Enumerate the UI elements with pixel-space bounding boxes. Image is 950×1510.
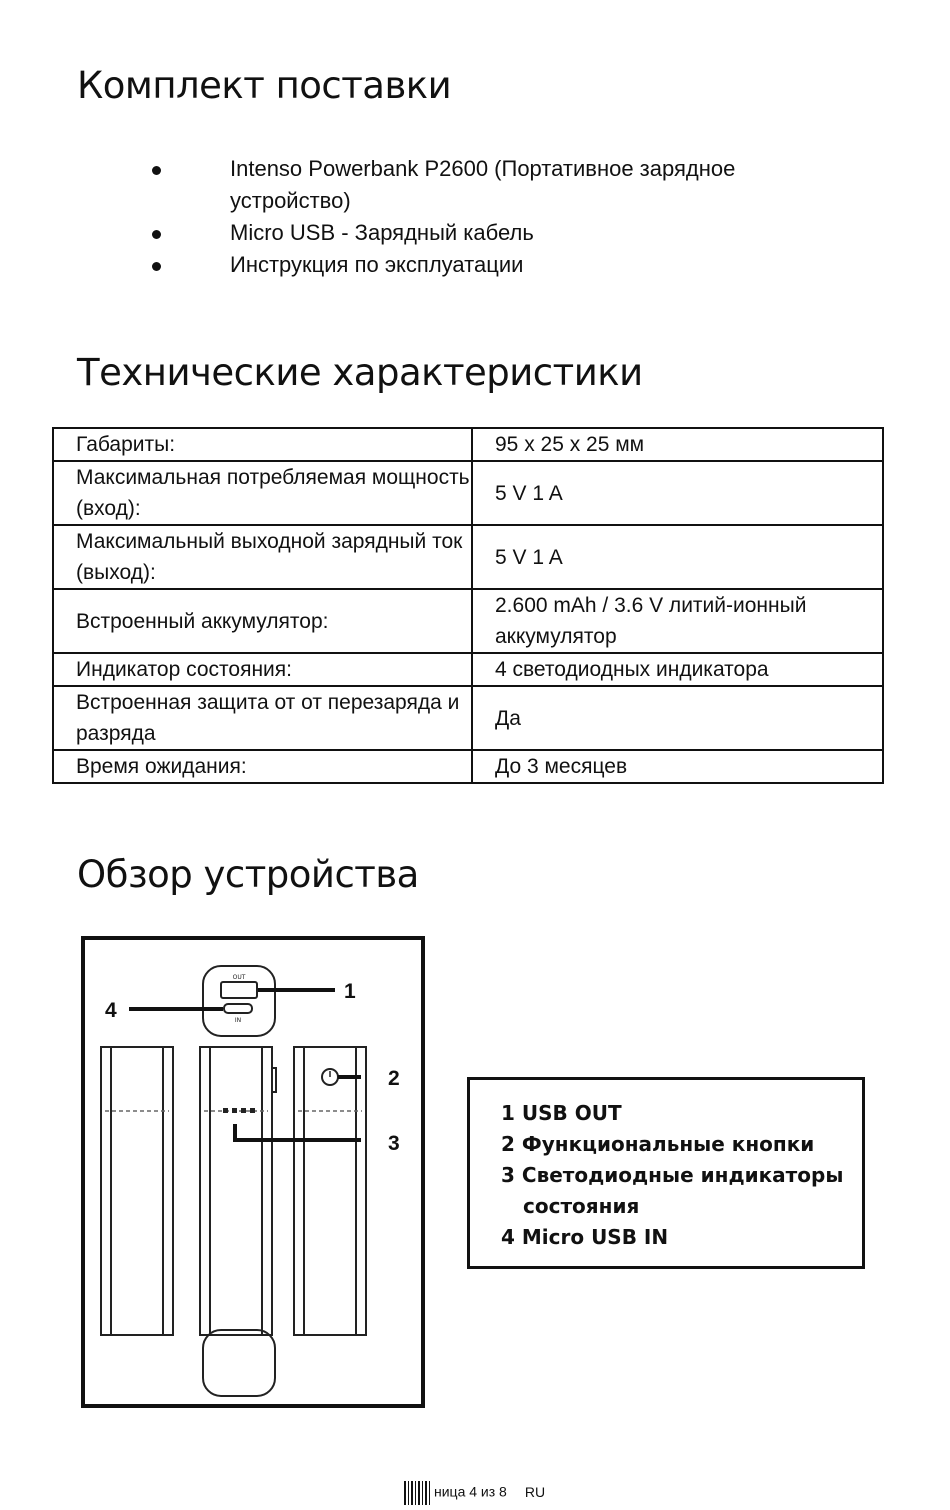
- device-bottom-view: [203, 1330, 275, 1396]
- spec-value: До 3 месяцев: [472, 750, 883, 783]
- section-title-package: Комплект поставки: [77, 64, 452, 107]
- spec-value: 5 V 1 A: [472, 525, 883, 589]
- spec-value: 5 V 1 A: [472, 461, 883, 525]
- spec-key: Максимальная потребляемая мощность (вход):: [53, 461, 472, 525]
- bullet-icon: [152, 166, 161, 175]
- spec-value: 95 x 25 x 25 мм: [472, 428, 883, 461]
- port-in-label: IN: [234, 1017, 242, 1024]
- legend-item: 1 USB OUT: [501, 1101, 622, 1125]
- spec-value: Да: [472, 686, 883, 750]
- device-diagram-drawing: [85, 940, 421, 1404]
- callout-line-3: [235, 1124, 361, 1140]
- section-title-specs: Технические характеристики: [77, 351, 643, 394]
- port-out-label: OUT: [232, 974, 246, 981]
- usb-out-port-icon: [221, 982, 257, 998]
- bullet-icon: [152, 230, 161, 239]
- language-code: RU: [524, 1483, 546, 1500]
- legend-item: 3 Светодиодные индикаторы: [501, 1163, 844, 1187]
- list-item: Intenso Powerbank P2600 (Портативное зарядное устройство): [150, 153, 790, 217]
- callout-number-1: 1: [344, 980, 356, 1003]
- bullet-icon: [152, 262, 161, 271]
- list-item: Инструкция по эксплуатации: [150, 249, 790, 281]
- table-row: [53, 461, 883, 525]
- package-list: [150, 153, 790, 281]
- barcode-icon: [404, 1481, 432, 1505]
- section-title-overview: Обзор устройства: [77, 853, 419, 896]
- table-row: [53, 428, 883, 461]
- diagram-legend: [467, 1077, 865, 1269]
- spec-key: Время ожидания:: [53, 750, 472, 783]
- callout-number-3: 3: [388, 1132, 400, 1155]
- page-number: ница 4 из 8: [434, 1483, 507, 1500]
- table-row: [53, 686, 883, 750]
- callout-number-2: 2: [388, 1067, 400, 1090]
- device-diagram: [81, 936, 425, 1408]
- legend-item: 2 Функциональные кнопки: [501, 1132, 815, 1156]
- spec-value: 2.600 mAh / 3.6 V литий-ионный аккумулятор: [472, 589, 883, 653]
- spec-key: Габариты:: [53, 428, 472, 461]
- legend-item: состояния: [523, 1194, 640, 1218]
- table-row: [53, 750, 883, 783]
- spec-key: Встроенная защита от от перезаряда и разряда: [53, 686, 472, 750]
- list-item: Micro USB - Зарядный кабель: [150, 217, 790, 249]
- spec-key: Встроенный аккумулятор:: [53, 589, 472, 653]
- legend-item: 4 Micro USB IN: [501, 1225, 669, 1249]
- callout-number-4: 4: [105, 999, 117, 1022]
- spec-key: Индикатор состояния:: [53, 653, 472, 686]
- spec-value: 4 светодиодных индикатора: [472, 653, 883, 686]
- table-row: [53, 589, 883, 653]
- page-footer: [404, 1481, 545, 1509]
- table-row: [53, 525, 883, 589]
- micro-usb-in-port-icon: [224, 1004, 252, 1013]
- specs-table: [52, 427, 884, 784]
- table-row: [53, 653, 883, 686]
- spec-key: Максимальный выходной зарядный ток (выход):: [53, 525, 472, 589]
